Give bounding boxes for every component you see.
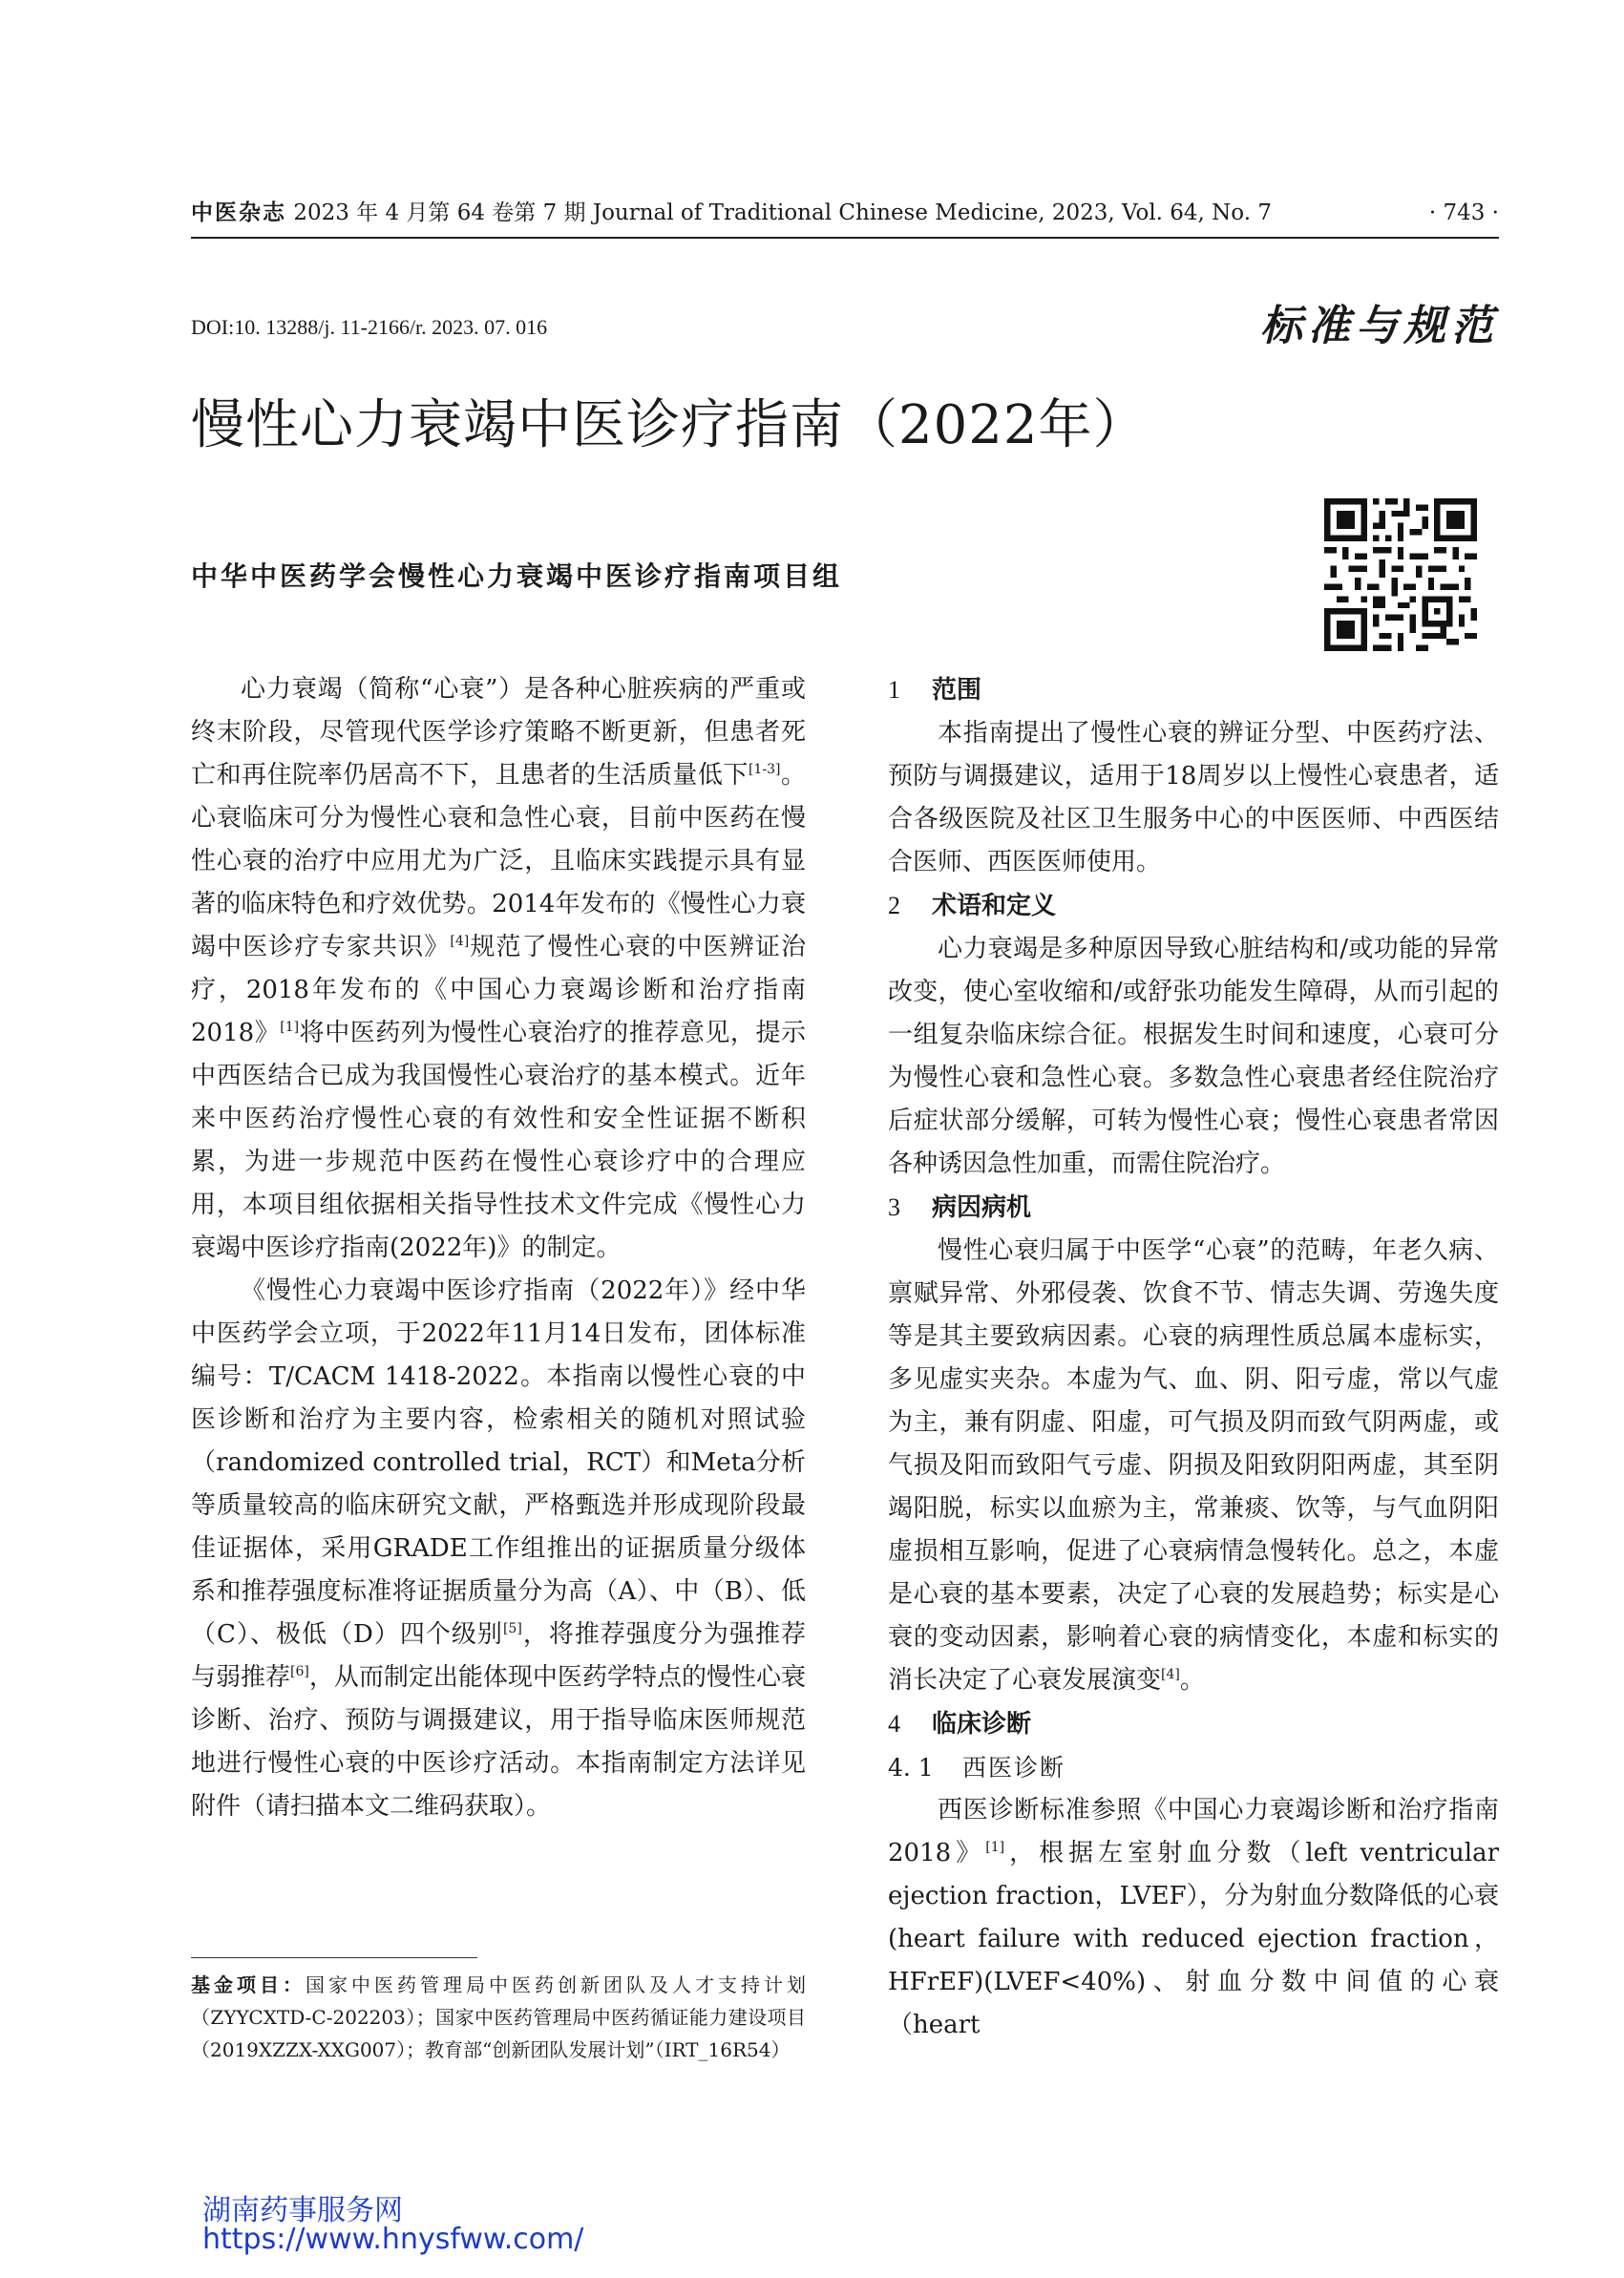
text-run: 规范了慢性心衰的中医辨证治疗，2018年发布的《中国心力衰竭诊断和治疗指南 2018》: [191, 933, 806, 1047]
page-number: · 743 ·: [1428, 200, 1499, 225]
text-run: 《慢性心力衰竭中医诊疗指南（2022年）》经中华中医药学会立项，于2022年11月14日发布，团体标准编号：T/CACM 1418-2022。本指南以慢性心衰的中医诊断和治疗为主要内容，检索相关的随机对照试验（randomized controlled trial，RCT）和Meta分析等质量较高的临床研究文献，严格甄选并形成现阶段最佳证据体，采用GRADE工作组推出的证据质量分级体系和推荐强度标准将证据质量分为高（A）、中（B）、低（C）、极低（D）四个级别: [191, 1276, 806, 1649]
text-run: 心力衰竭（简称“心衰”）是各种心脏疾病的严重或终末阶段，尽管现代医学诊疗策略不断更新，但患者死亡和再住院率仍居高不下，且患者的生活质量低下: [191, 675, 806, 790]
intro-paragraph-2: [191, 1270, 806, 1828]
subsection-heading-western: [888, 1746, 1499, 1789]
text-run: 西医诊断标准参照《中国心力衰竭诊断和治疗指南 2018》: [888, 1796, 1499, 1867]
journal-name: 中医杂志: [191, 200, 286, 225]
citation-ref[interactable]: [4]: [1161, 1667, 1180, 1682]
section-heading-diagnosis: [888, 1702, 1499, 1746]
footnote-label: 基金项目：: [191, 1973, 306, 1996]
text-run: 将中医药列为慢性心衰治疗的推荐意见，提示中西医结合已成为我国慢性心衰治疗的基本模式。近年来中医药治疗慢性心衰的有效性和安全性证据不断积累，为进一步规范中医药在慢性心衰诊疗中的合理应用，本项目组依据相关指导性技术文件完成《慢性心力衰竭中医诊疗指南(2022年)》的制定。: [191, 1019, 806, 1262]
section-heading-scope: [888, 668, 1499, 712]
section-title: 范围: [932, 676, 982, 705]
right-column: [888, 668, 1499, 2047]
header-rule: [191, 237, 1499, 239]
citation-ref[interactable]: [1]: [280, 1020, 300, 1035]
doi[interactable]: DOI:10. 13288/j. 11-2166/r. 2023. 07. 016: [191, 315, 548, 339]
intro-paragraph-1: [191, 668, 806, 1270]
issue-info: 2023 年 4 月第 64 卷第 7 期 Journal of Traditional Chinese Medicine, 2023, Vol. 64, No. 7: [293, 200, 1273, 225]
text-run: ，将推荐强度分为强推荐与弱推荐: [191, 1620, 806, 1692]
section-number: 4: [888, 1710, 900, 1738]
citation-ref[interactable]: [6]: [290, 1664, 309, 1679]
western-diagnosis-paragraph: [888, 1789, 1499, 2047]
running-head: [191, 194, 1499, 232]
left-column: [191, 668, 806, 1828]
citation-ref[interactable]: [4]: [450, 934, 470, 949]
article-title: 慢性心力衰竭中医诊疗指南（2022年）: [191, 394, 1148, 456]
section-tag: 标准与规范: [1260, 302, 1499, 350]
section-number: 2: [888, 892, 900, 919]
section-heading-etiology: [888, 1186, 1499, 1230]
terms-paragraph: 心力衰竭是多种原因导致心脏结构和/或功能的异常改变，使心室收缩和/或舒张功能发生障碍，从而引起的一组复杂临床综合征。根据发生时间和速度，心衰可分为慢性心衰和急性心衰。多数急性心衰患者经住院治疗后症状部分缓解，可转为慢性心衰；慢性心衰患者常因各种诱因急性加重，而需住院治疗。: [888, 935, 1499, 1178]
section-number: 3: [888, 1193, 900, 1221]
footnote-rule: [191, 1957, 477, 1958]
qr-code-icon[interactable]: [1324, 498, 1477, 651]
citation-ref[interactable]: [5]: [502, 1621, 522, 1636]
citation-ref[interactable]: [1-3]: [748, 762, 781, 777]
text-run: ，从而制定出能体现中医药学特点的慢性心衰诊断、治疗、预防与调摄建议，用于指导临床医师规范地进行慢性心衰的中医诊疗活动。本指南制定方法详见附件（请扫描本文二维码获取）。: [191, 1663, 806, 1821]
watermark-name: 湖南药事服务网: [202, 2194, 403, 2227]
citation-ref[interactable]: [1]: [985, 1840, 1005, 1855]
subsection-title: 西医诊断: [962, 1754, 1066, 1782]
etiology-paragraph: [888, 1230, 1499, 1702]
text-run: 。心衰临床可分为慢性心衰和急性心衰，目前中医药在慢性心衰的治疗中应用尤为广泛，且临床实践提示具有显著的临床特色和疗效优势。2014年发布的《慢性心力衰竭中医诊疗专家共识》: [191, 761, 806, 961]
footnote-text: 国家中医药管理局中医药创新团队及人才支持计划（ZYYCXTD-C-202203）；国家中医药管理局中医药循证能力建设项目（2019XZZX-XXG007）；教育部“创新团队发展计划”（IRT_16R54）: [191, 1973, 806, 2061]
authors: 中华中医药学会慢性心力衰竭中医诊疗指南项目组: [191, 560, 843, 592]
watermark-url[interactable]: https://www.hnysfww.com/: [202, 2223, 584, 2256]
section-heading-terms: [888, 884, 1499, 928]
scope-paragraph: 本指南提出了慢性心衰的辨证分型、中医药疗法、预防与调摄建议，适用于18周岁以上慢性心衰患者，适合各级医院及社区卫生服务中心的中医医师、中西医结合医师、西医医师使用。: [888, 719, 1499, 876]
section-number: 1: [888, 676, 900, 704]
text-run: 。: [1179, 1666, 1205, 1695]
section-title: 病因病机: [932, 1193, 1032, 1222]
subsection-number: 4. 1: [888, 1754, 934, 1782]
text-run: ，根据左室射血分数（left ventricular ejection fraction，LVEF），分为射血分数降低的心衰(heart failure with reduced ejection fraction，HFrEF)(LVEF<40%)、射血分数中间值的心衰（heart: [888, 1839, 1500, 2039]
text-run: 慢性心衰归属于中医学“心衰”的范畴，年老久病、禀赋异常、外邪侵袭、饮食不节、情志失调、劳逸失度等是其主要致病因素。心衰的病理性质总属本虚标实，多见虚实夹杂。本虚为气、血、阴、阳亏虚，常以气虚为主，兼有阴虚、阳虚，可气损及阴而致气阴两虚，或气损及阳而致阳气亏虚、阴损及阳致阴阳两虚，其至阴竭阳脱，标实以血瘀为主，常兼痰、饮等，与气血阴阳虚损相互影响，促进了心衰病情急慢转化。总之，本虚是心衰的基本要素，决定了心衰的发展趋势；标实是心衰的变动因素，影响着心衰的病情变化，本虚和标实的消长决定了心衰发展演变: [888, 1236, 1499, 1695]
section-title: 临床诊断: [932, 1710, 1032, 1739]
funding-footnote: [191, 1969, 806, 2066]
section-title: 术语和定义: [932, 892, 1057, 920]
